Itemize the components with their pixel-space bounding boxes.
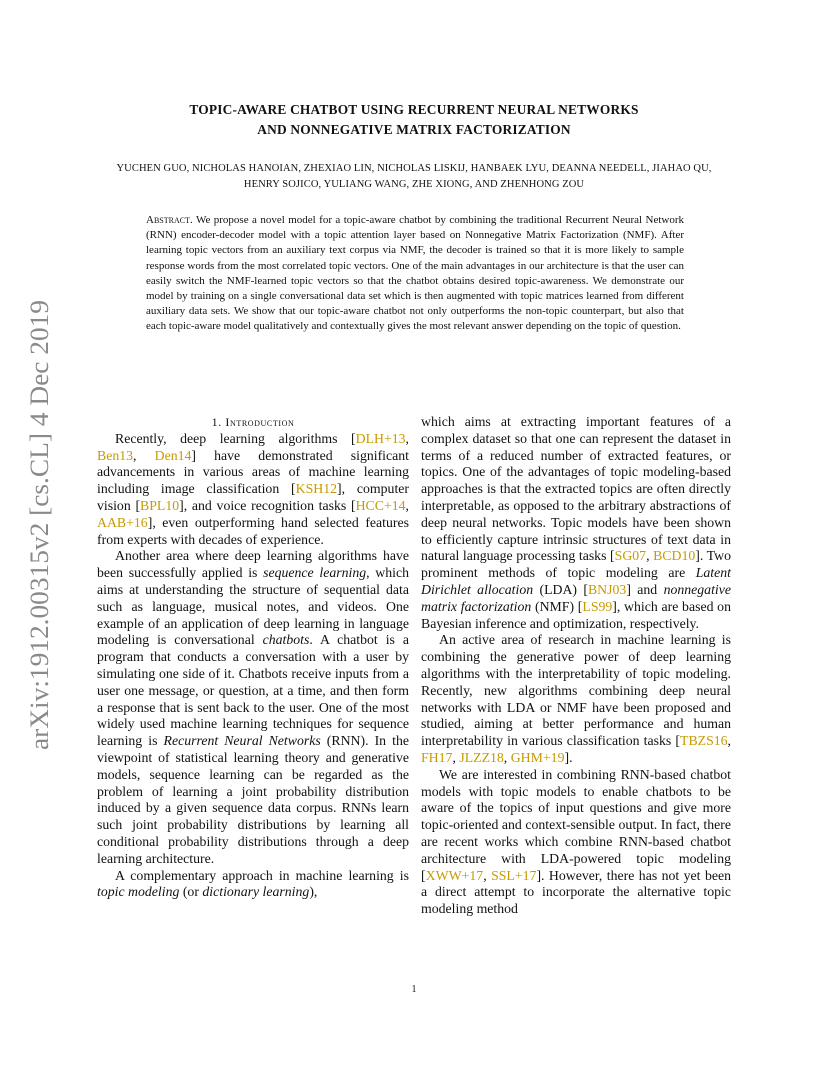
paper-title (100, 100, 728, 140)
citation-link[interactable]: BNJ03 (587, 581, 627, 597)
emphasis: topic modeling (97, 884, 180, 900)
text-run: ]. However, there has not yet been a direct attempt to incorporate the alternative topic modeling method (421, 867, 731, 917)
arxiv-id: arXiv:1912.00315v2 [cs.CL] 4 Dec 2019 (25, 322, 54, 750)
text-run: , (727, 733, 731, 749)
text-run: Another area where deep learning algorithms have been successfully applied is (97, 548, 409, 581)
text-run: , (405, 430, 409, 446)
emphasis: sequence learning (263, 565, 367, 581)
citation-link[interactable]: HCC+14 (355, 497, 406, 513)
text-run: ], and voice recognition tasks [ (179, 497, 356, 513)
citation-link[interactable]: SSL+17 (491, 867, 537, 883)
citation-link[interactable]: Ben13 (97, 447, 134, 463)
left-column (97, 414, 409, 901)
intro-paragraph-4 (421, 632, 731, 766)
intro-paragraph-5 (421, 767, 731, 918)
text-run: , (452, 749, 460, 765)
citation-link[interactable]: BPL10 (140, 497, 180, 513)
text-run: ]. (564, 749, 573, 765)
text-run: ], even outperforming hand selected features from experts with decades of experience. (97, 514, 409, 547)
citation-link[interactable]: TBZS16 (680, 733, 728, 749)
text-run: , which aims at understanding the structure of sequential data such as language, musical notes, and videos. One example of an application of deep learning in language modeling is conversational (97, 565, 409, 648)
section-heading (97, 414, 409, 431)
citation-link[interactable]: BCD10 (653, 548, 696, 564)
abstract (146, 213, 684, 335)
text-run: Recently, deep learning algorithms [ (115, 430, 356, 446)
text-run: (LDA) [ (533, 581, 588, 597)
emphasis: dictionary learning (202, 884, 310, 900)
text-run: We are interested in combining RNN-based chatbot models with topic models to enable chatbots to be aware of the topics of input questions and give more topic-oriented and context-sensible output. In fact, there are recent works which combine RNN-based chatbot architecture with LDA-powered topic modeling [ (421, 766, 731, 883)
text-run: , (646, 548, 654, 564)
text-run: ), (309, 884, 318, 900)
emphasis: Recurrent Neural Networks (163, 733, 321, 749)
text-run: which aims at extracting important features of a complex dataset so that one can represent the dataset in terms of a reduced number of extracted features, or topics. One of the advantages of topic modeling-based approaches is that the extracted topics are often directly interpretable, as opposed to the arbitrary abstractions of deep neural networks. Topic models have been shown to efficiently capture intrinsic structures of text data in natural language processing tasks [ (421, 414, 731, 564)
text-run: (RNN). In the viewpoint of statistical learning theory and generative models, sequence learning can be regarded as the problem of learning a joint probability distribution induced by a given sequence data corpus. RNNs learn such joint probability distributions by learning all conditional probability distributions through a deep learning architecture. (97, 733, 409, 866)
intro-paragraph-3 (97, 868, 409, 902)
text-run: , (503, 749, 511, 765)
authors-line-2: HENRY SOJICO, YULIANG WANG, ZHE XIONG, AND ZHENHONG ZOU (243, 179, 585, 190)
text-run: , (483, 867, 492, 883)
title-line-2: AND NONNEGATIVE MATRIX FACTORIZATION (257, 122, 571, 137)
title-line-1: TOPIC-AWARE CHATBOT USING RECURRENT NEURAL NETWORKS (189, 102, 639, 117)
citation-link[interactable]: FH17 (421, 749, 453, 765)
text-run: , (133, 447, 155, 463)
section-title: Introduction (225, 415, 295, 429)
intro-paragraph-2 (97, 548, 409, 867)
text-run: ] have demonstrated significant advancements in various areas of machine learning including image classification [ (97, 447, 409, 497)
arxiv-sidebar (18, 300, 58, 750)
text-run: ], which are based on Bayesian inference and optimization, respectively. (421, 598, 731, 631)
intro-paragraph-1 (97, 431, 409, 549)
citation-link[interactable]: XWW+17 (425, 867, 484, 883)
author-list (90, 161, 738, 193)
citation-link[interactable]: KSH12 (295, 481, 338, 497)
abstract-label: Abstract. (146, 214, 193, 226)
citation-link[interactable]: JLZZ18 (459, 749, 504, 765)
text-run: (or (179, 884, 203, 900)
text-run: (NMF) [ (531, 598, 583, 614)
emphasis: nonnegative matrix factorization (421, 581, 731, 614)
text-run: ], computer vision [ (97, 481, 409, 513)
text-run: ]. Two prominent methods of topic modeling are (421, 548, 731, 581)
citation-link[interactable]: AAB+16 (97, 514, 148, 530)
citation-link[interactable]: SG07 (614, 548, 647, 564)
abstract-text: We propose a novel model for a topic-aware chatbot by combining the traditional Recurrent Neural Network (RNN) encoder-decoder model with a topic attention layer based on Nonnegative Matrix Factorization (NMF). After learning topic vectors from an auxiliary text corpus via NMF, the decoder is trained so that it is more likely to sample response words from the most correlated topic vectors. One of the main advantages in our architecture is that the user can easily switch the NMF-learned topic vectors so that the chatbot obtains desired topic-awareness. We demonstrate our model by training on a single conversational data set which is then augmented with topic matrices learned from different auxiliary data sets. We show that our topic-aware chatbot not only outperforms the non-topic counterpart, but also that each topic-aware model qualitatively and contextually gives the most relevant answer depending on the topic of question. (146, 214, 684, 333)
text-run: A complementary approach in machine learning is (115, 867, 409, 883)
text-run: , (405, 497, 409, 513)
citation-link[interactable]: DLH+13 (355, 430, 406, 446)
text-run: . A chatbot is a program that conducts a conversation with a user by simulating one side of it. Chatbots receive inputs from a user one message, or question, at a time, and then form a response that is sent back to the user. One of the most widely used machine learning techniques for sequence learning is (97, 632, 409, 749)
citation-link[interactable]: LS99 (582, 598, 613, 614)
right-column (421, 414, 731, 918)
text-run: ] and (626, 581, 664, 597)
arxiv-sidebar-svg (18, 300, 58, 750)
citation-link[interactable]: GHM+19 (510, 749, 565, 765)
intro-paragraph-3-cont (421, 414, 731, 632)
text-run: An active area of research in machine learning is combining the generative power of deep learning algorithms with the interpretability of topic modeling. Recently, new algorithms combining deep neural networks with LDA or NMF have been proposed and studied, aiming at better performance and human interpretability in various classification tasks [ (421, 632, 731, 749)
citation-link[interactable]: Den14 (154, 447, 192, 463)
emphasis: Latent Dirichlet allocation (421, 565, 731, 597)
page-number: 1 (411, 984, 417, 995)
emphasis: chatbots (262, 632, 310, 648)
authors-line-1: YUCHEN GUO, NICHOLAS HANOIAN, ZHEXIAO LIN, NICHOLAS LISKIJ, HANBAEK LYU, DEANNA NEEDELL, JIAHAO QU, (116, 163, 712, 174)
section-number: 1. (211, 415, 222, 429)
